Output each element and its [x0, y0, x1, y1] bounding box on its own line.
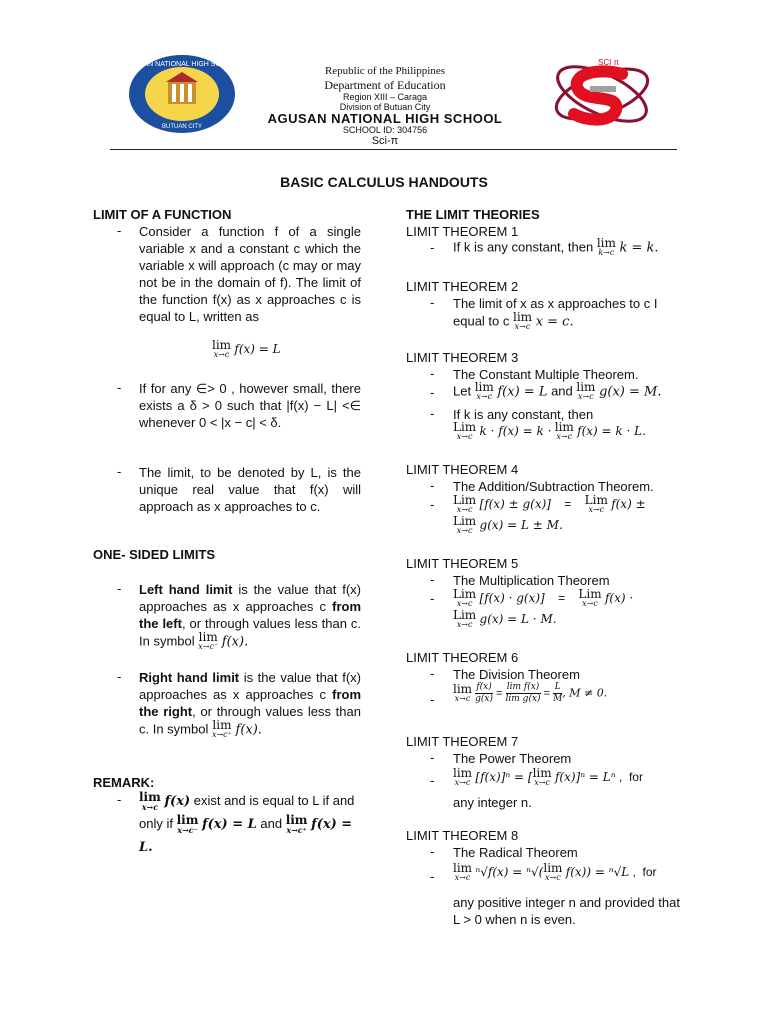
limit-theorem-1-heading: LIMIT THEOREM 1	[406, 224, 519, 239]
definition-paragraph: Consider a function f of a single variable x and a constant c which the variable x will approach (c may or may not be in the domain of f). The limit of the function f(x) as x approaches c is equal to L, written as	[139, 224, 361, 324]
theorem-6-name: The Division Theorem	[453, 667, 580, 682]
bullet-dash: -	[430, 572, 435, 587]
unique-limit-paragraph: The limit, to be denoted by L, is the unique real value that f(x) will approach as x approaches to c.	[139, 465, 361, 514]
theorem-3-constant: If k is any constant, then	[453, 407, 594, 422]
left-hand-limit-term: Left hand limit	[139, 582, 233, 597]
one-sided-limits-heading: ONE- SIDED LIMITS	[93, 547, 216, 562]
bullet-dash: -	[430, 497, 435, 512]
right-hand-limit-term: Right hand limit	[139, 670, 240, 685]
bullet-dash: -	[430, 750, 435, 765]
limit-theorem-7-heading: LIMIT THEOREM 7	[406, 734, 519, 749]
from-right-term: from the right	[139, 687, 361, 719]
bullet-dash: -	[430, 773, 435, 788]
left-hand-text: is the value that f(x) approaches as x approaches c	[139, 582, 361, 614]
right-hand-limit-paragraph: Right hand limit is the value that f(x) approaches as x approaches c from the right, or through values less than c. In symbol lim x→c⁺ f(x).	[139, 670, 361, 739]
left-hand-text2: , or through values less than c. In symbol	[139, 616, 361, 649]
theorem-2-statement: The limit of x as x approaches to c I equal to c lim x→c x = c.	[453, 296, 658, 331]
theorem-7-formula: lim x→c [f(x)]ⁿ = [ lim x→c f(x)]ⁿ = Lⁿ , for	[453, 766, 643, 787]
bullet-dash: -	[430, 844, 435, 859]
theorem-3-let: Let lim x→c f(x) = L and lim x→c g(x) = M.	[453, 380, 662, 401]
limit-theorem-3-heading: LIMIT THEOREM 3	[406, 350, 519, 365]
theorem-2-text: The limit of x as x approaches to c I equal to c	[453, 296, 658, 329]
limit-theorem-2-heading: LIMIT THEOREM 2	[406, 279, 519, 294]
bullet-dash: -	[117, 792, 122, 807]
theorem-7-integer: any integer n.	[453, 795, 532, 810]
theorem-8-formula: lim x→c ⁿ√f(x) = ⁿ√( lim x→c f(x)) = ⁿ√L , for	[453, 861, 657, 882]
left-hand-limit-paragraph: Left hand limit is the value that f(x) approaches as x approaches c from the left, or through values less than c. In symbol lim x→c⁻ f(x).	[139, 582, 361, 651]
sci-pi-logo	[550, 56, 654, 132]
bullet-dash: -	[117, 380, 122, 395]
bullet-dash: -	[117, 581, 122, 596]
header-school-id: SCHOOL ID: 304756	[342, 125, 428, 135]
logo-right-text: SCI π	[598, 58, 620, 67]
limit-definition-formula: lim x→c f(x) = L	[212, 338, 281, 359]
limit-theories-heading: THE LIMIT THEORIES	[406, 207, 540, 222]
bullet-dash: -	[117, 464, 122, 479]
theorem-1-statement: If k is any constant, then lim k→c k = k.	[453, 236, 659, 257]
theorem-3-and-text: and	[547, 383, 577, 399]
limit-theorem-5-heading: LIMIT THEOREM 5	[406, 556, 519, 571]
bullet-dash: -	[430, 478, 435, 493]
bullet-dash: -	[117, 669, 122, 684]
theorem-3-name: The Constant Multiple Theorem.	[453, 367, 639, 382]
header-region: Region XIII – Caraga	[342, 92, 428, 102]
theorem-8-name: The Radical Theorem	[453, 845, 578, 860]
theorem-4-formula: Lim x→c [f(x) ± g(x)] = Lim x→c f(x) ± Lim x→c g(x) = L ± M.	[453, 492, 646, 535]
bullet-dash: -	[430, 666, 435, 681]
epsilon-delta-paragraph: If for any ∈> 0 , however small, there exists a δ > 0 such that |f(x) − L| <∈ whenever 0 < |x − c| < δ.	[139, 381, 361, 430]
header-department: Department of Education	[324, 78, 446, 92]
bullet-dash: -	[430, 591, 435, 606]
header-republic: Republic of the Philippines	[324, 65, 446, 77]
bullet-dash: -	[430, 692, 435, 707]
limit-theorem-6-heading: LIMIT THEOREM 6	[406, 650, 519, 665]
formula-text: f(x) = L	[234, 342, 281, 357]
bullet-dash: -	[117, 223, 122, 238]
theorem-5-formula: Lim x→c [f(x) · g(x)] = Lim x→c f(x) · Lim x→c g(x) = L · M.	[453, 586, 634, 629]
theorem-8-condition: any positive integer n and provided that L > 0 when n is even.	[453, 895, 680, 927]
limit-theorem-4-heading: LIMIT THEOREM 4	[406, 462, 519, 477]
bullet-dash: -	[430, 385, 435, 400]
school-logo	[128, 54, 236, 134]
bullet-dash: -	[430, 366, 435, 381]
bullet-dash: -	[430, 406, 435, 421]
right-hand-text2: , or through values less than c. In symbol	[139, 704, 361, 737]
page-title: BASIC CALCULUS HANDOUTS	[280, 174, 488, 190]
theorem-5-name: The Multiplication Theorem	[453, 573, 610, 588]
header-subject: Sci-π	[371, 135, 399, 147]
limit-of-function-heading: LIMIT OF A FUNCTION	[93, 207, 232, 222]
theorem-4-name: The Addition/Subtraction Theorem.	[453, 479, 654, 494]
header-school-name: AGUSAN NATIONAL HIGH SCHOOL	[267, 111, 503, 126]
theorem-7-name: The Power Theorem	[453, 751, 572, 766]
remark-text1: exist and is equal to L if and only if	[139, 793, 355, 831]
from-left-term: from the left	[139, 599, 361, 631]
bullet-dash: -	[430, 295, 435, 310]
remark-text2: and	[256, 816, 286, 831]
limit-theorem-8-heading: LIMIT THEOREM 8	[406, 828, 519, 843]
header-division: Division of Butuan City	[339, 102, 431, 112]
theorem-3-let-text: Let	[453, 383, 475, 399]
bullet-dash: -	[430, 240, 435, 255]
header-divider	[110, 149, 677, 150]
remark-heading: REMARK:	[93, 775, 155, 790]
theorem-1-text: If k is any constant, then	[453, 239, 597, 255]
logo-text-bottom: BUTUAN CITY	[161, 124, 203, 130]
theorem-3-formula: Lim x→c k · f(x) = k · lim x→c f(x) = k · L.	[453, 420, 646, 441]
theorem-6-formula: lim x→c $\frac{f(x)}{g(x)}$ = $\frac{\text{lim f(x)}}{\text{lim g(x)}}$ = $\frac{L}{M}$ , M ≠ 0.	[453, 681, 608, 704]
bullet-dash: -	[430, 869, 435, 884]
logo-text-top: AGUSAN NATIONAL HIGH SCHOOL	[128, 61, 236, 68]
right-hand-text: is the value that f(x) approaches as x approaches c	[139, 670, 361, 702]
remark-paragraph: lim x→c f(x) exist and is equal to L if and only if lim x→c⁻ f(x) = L and lim x→c⁺ f(x) = L.	[139, 789, 355, 855]
